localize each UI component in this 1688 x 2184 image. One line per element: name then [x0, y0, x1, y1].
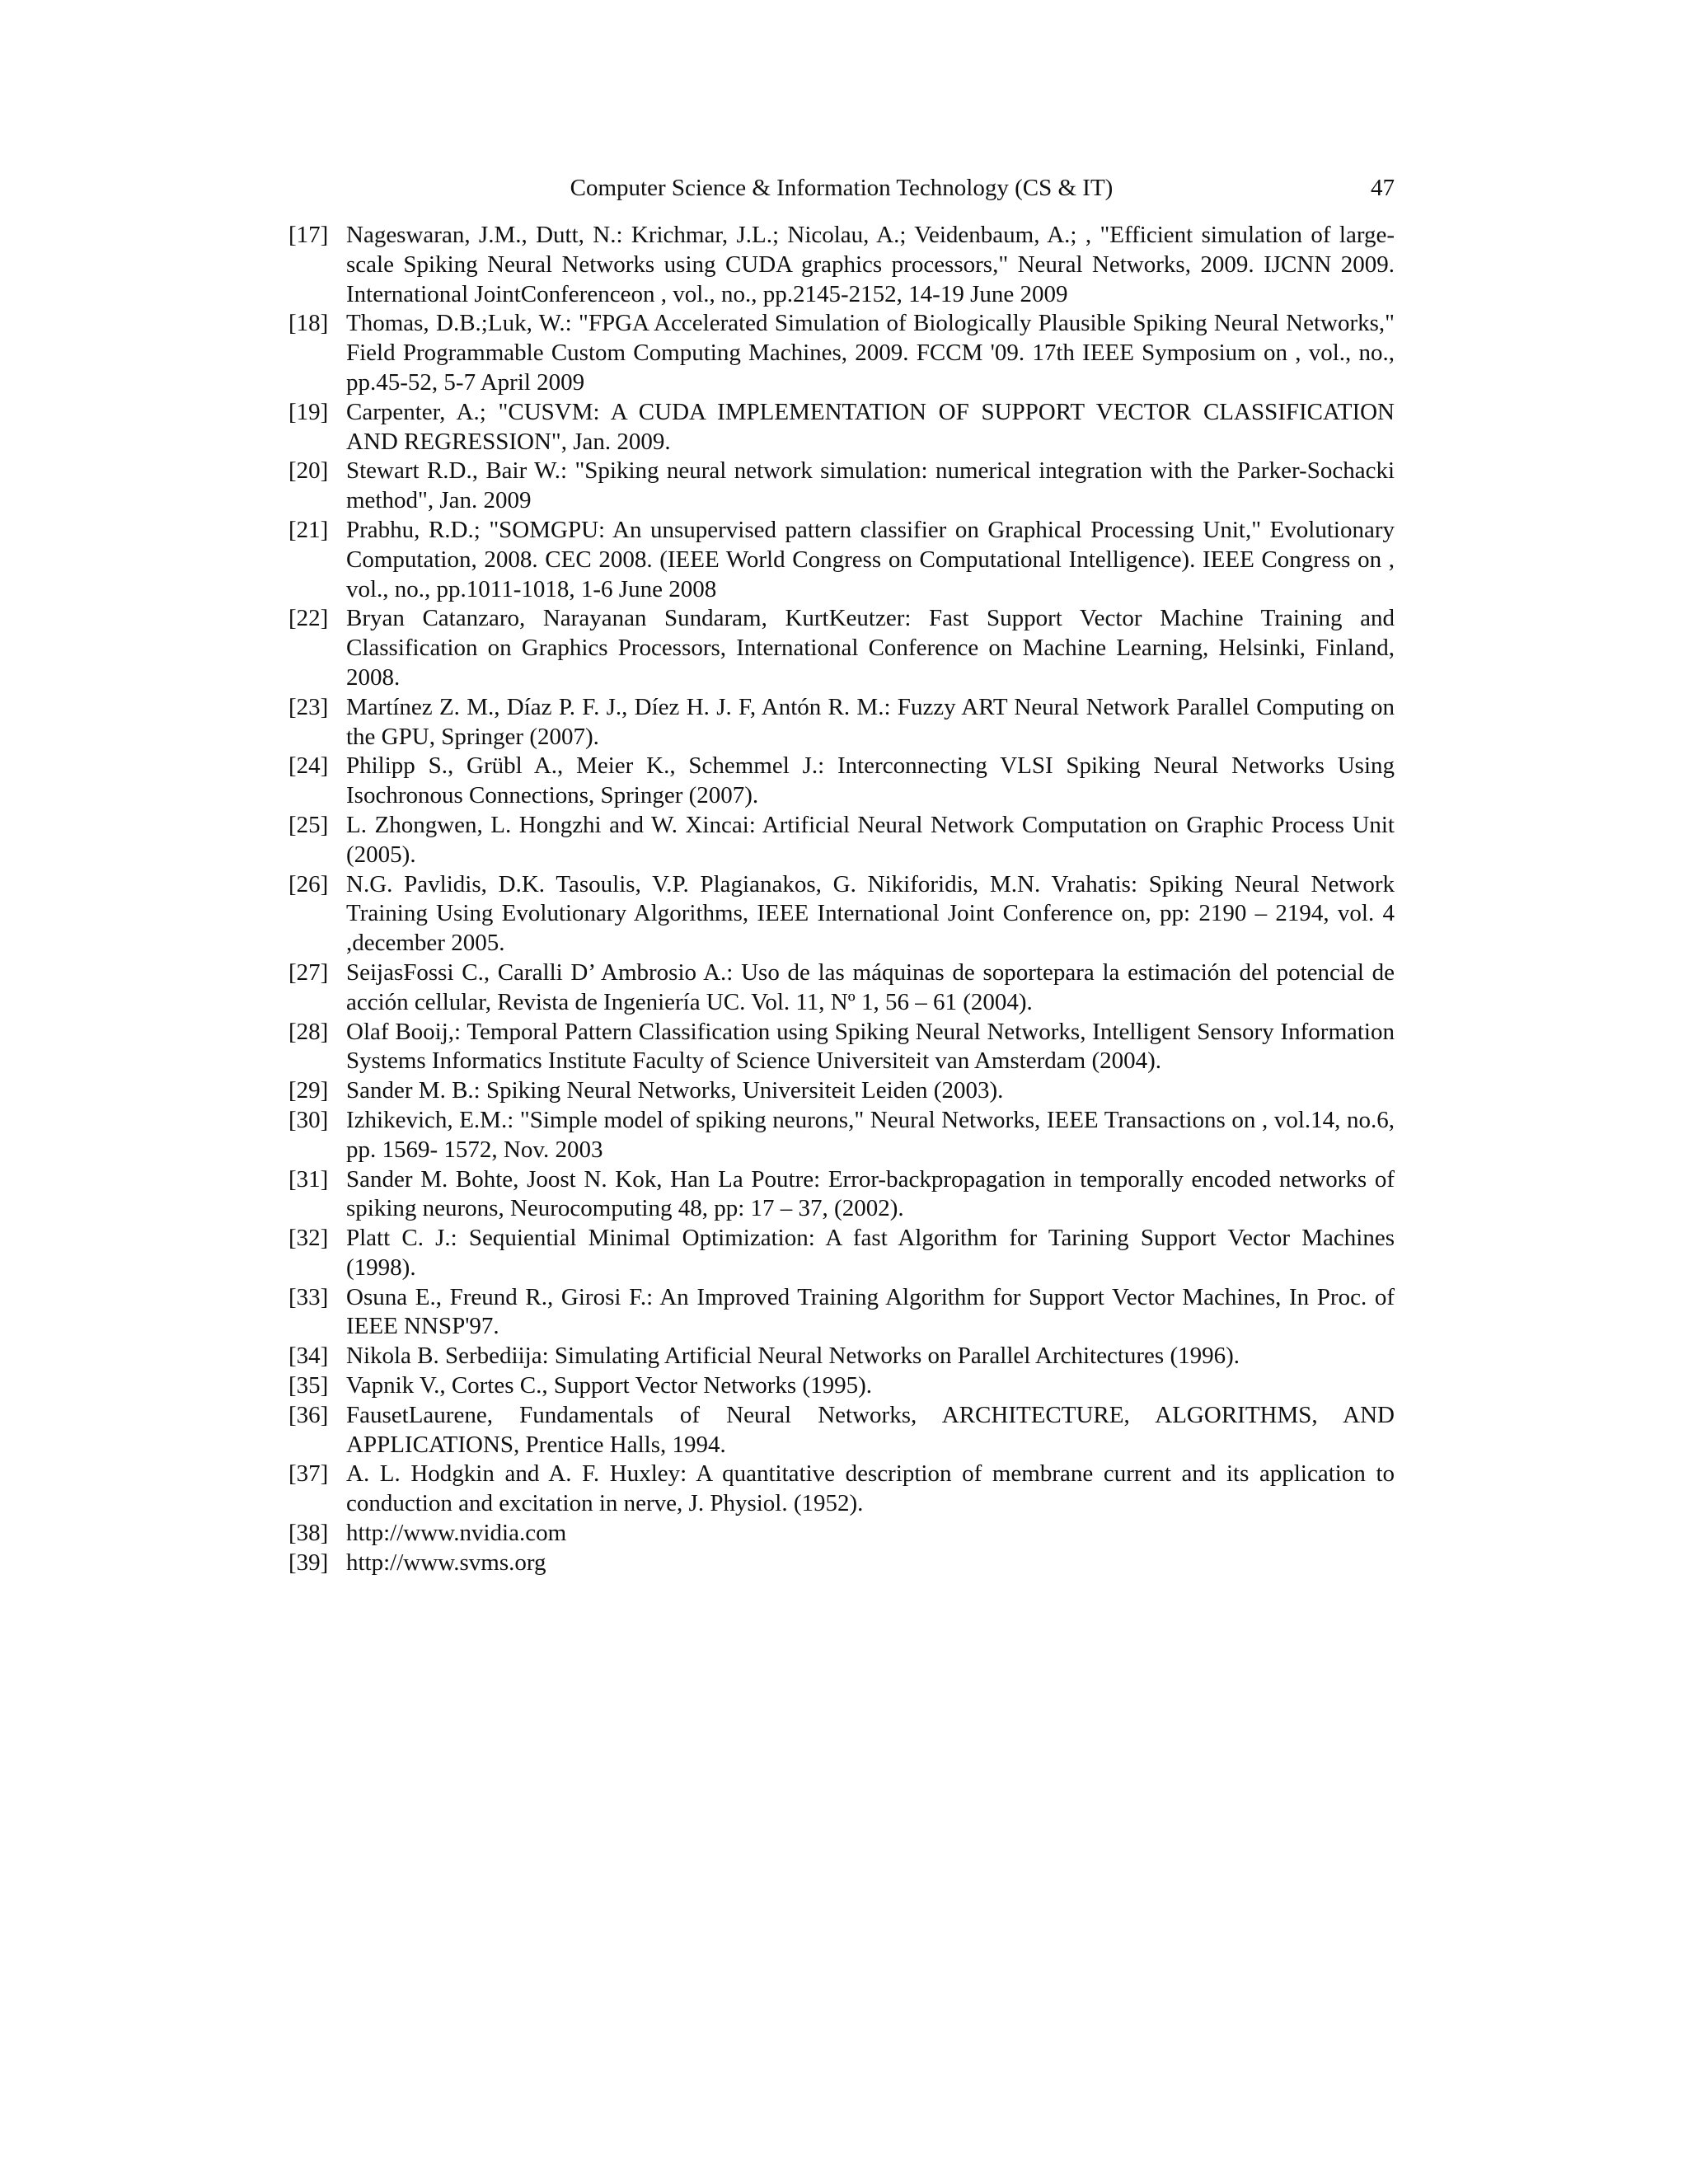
reference-number: [29]: [288, 1077, 329, 1104]
reference-text: Carpenter, A.; "CUSVM: A CUDA IMPLEMENTATION OF SUPPORT VECTOR CLASSIFICATION AND REGRESSION", Jan. 2009.: [346, 398, 1395, 455]
reference-item-34: [288, 1342, 1395, 1371]
reference-number: [21]: [288, 516, 329, 543]
running-header: [288, 168, 1395, 208]
reference-number: [38]: [288, 1520, 329, 1547]
reference-link: http://www.nvidia.com: [346, 1520, 567, 1547]
reference-number: [34]: [288, 1343, 329, 1370]
reference-item-19: [288, 398, 1395, 457]
reference-item-37: [288, 1460, 1395, 1519]
reference-text: Martínez Z. M., Díaz P. F. J., Díez H. J. F, Antón R. M.: Fuzzy ART Neural Network Parallel Computing on the GPU, Springer (2007).: [346, 693, 1395, 750]
reference-text: Stewart R.D., Bair W.: "Spiking neural network simulation: numerical integration with the Parker-Sochacki method", Jan. 2009: [346, 457, 1395, 514]
reference-number: [37]: [288, 1460, 329, 1488]
journal-title: Computer Science & Information Technology (CS & IT): [570, 175, 1114, 201]
reference-text: Platt C. J.: Sequiential Minimal Optimization: A fast Algorithm for Tarining Support Vector Machines (1998).: [346, 1225, 1395, 1281]
reference-item-33: [288, 1283, 1395, 1343]
reference-number: [32]: [288, 1225, 329, 1252]
reference-item-35: [288, 1371, 1395, 1401]
page-number: 47: [1371, 175, 1395, 201]
reference-link: http://www.svms.org: [346, 1549, 546, 1576]
reference-number: [20]: [288, 457, 329, 485]
reference-number: [23]: [288, 693, 329, 720]
reference-item-31: [288, 1165, 1395, 1225]
reference-text: Izhikevich, E.M.: "Simple model of spiking neurons," Neural Networks, IEEE Transactions on , vol.14, no.6, pp. 1569- 1572, Nov. 2003: [346, 1106, 1395, 1163]
reference-text: Thomas, D.B.;Luk, W.: "FPGA Accelerated Simulation of Biologically Plausible Spiking Neural Networks," Field Programmable Custom Computing Machines, 2009. FCCM '09. 17th IEEE Symposium on , vol., no., pp.45-52, 5-7 April 2009: [346, 310, 1395, 396]
reference-text: Nageswaran, J.M., Dutt, N.: Krichmar, J.L.; Nicolau, A.; Veidenbaum, A.; , "Efficient simulation of large-scale Spiking Neural Networks using CUDA graphics processors," Neural Networks, 2009. IJCNN 2009. International JointConferenceon , vol., no., pp.2145-2152, 14-19 June 2009: [346, 222, 1395, 307]
reference-list: [288, 221, 1395, 1578]
reference-item-39: [288, 1549, 1395, 1578]
reference-item-18: [288, 309, 1395, 397]
reference-text: FausetLaurene, Fundamentals of Neural Networks, ARCHITECTURE, ALGORITHMS, AND APPLICATIONS, Prentice Halls, 1994.: [346, 1401, 1395, 1458]
reference-number: [27]: [288, 958, 329, 986]
reference-number: [17]: [288, 222, 329, 248]
reference-item-32: [288, 1224, 1395, 1283]
reference-item-17: [288, 221, 1395, 309]
reference-text: Sander M. Bohte, Joost N. Kok, Han La Poutre: Error-backpropagation in temporally encoded networks of spiking neurons, Neurocomputing 48, pp: 17 – 37, (2002).: [346, 1165, 1395, 1222]
reference-number: [19]: [288, 398, 329, 425]
reference-text: SeijasFossi C., Caralli D’ Ambrosio A.: Uso de las máquinas de soportepara la estimación del potencial de acción cellular, Revista de Ingeniería UC. Vol. 11, Nº 1, 56 – 61 (2004).: [346, 958, 1395, 1015]
reference-item-38: [288, 1519, 1395, 1549]
reference-number: [25]: [288, 811, 329, 838]
reference-item-27: [288, 958, 1395, 1018]
reference-item-24: [288, 752, 1395, 811]
reference-item-20: [288, 457, 1395, 516]
reference-text: Olaf Booij,: Temporal Pattern Classification using Spiking Neural Networks, Intelligent Sensory Information Systems Informatics Institute Faculty of Science Universiteit van Amsterdam (2004).: [346, 1018, 1395, 1075]
reference-item-28: [288, 1018, 1395, 1077]
reference-text: L. Zhongwen, L. Hongzhi and W. Xincai: Artificial Neural Network Computation on Graphic Process Unit (2005).: [346, 811, 1395, 868]
reference-item-21: [288, 516, 1395, 604]
reference-text: Nikola B. Serbediija: Simulating Artificial Neural Networks on Parallel Architectures (1996).: [346, 1343, 1240, 1370]
reference-item-30: [288, 1106, 1395, 1165]
reference-text: Bryan Catanzaro, Narayanan Sundaram, KurtKeutzer: Fast Support Vector Machine Training and Classification on Graphics Processors, International Conference on Machine Learning, Helsinki, Finland, 2008.: [346, 605, 1395, 691]
reference-number: [22]: [288, 605, 329, 632]
reference-text: A. L. Hodgkin and A. F. Huxley: A quantitative description of membrane current and its application to conduction and excitation in nerve, J. Physiol. (1952).: [346, 1460, 1395, 1517]
reference-text: Philipp S., Grübl A., Meier K., Schemmel J.: Interconnecting VLSI Spiking Neural Networks Using Isochronous Connections, Springer (2007).: [346, 752, 1395, 809]
reference-number: [18]: [288, 310, 329, 337]
reference-item-22: [288, 604, 1395, 692]
reference-item-25: [288, 811, 1395, 870]
reference-text: Prabhu, R.D.; "SOMGPU: An unsupervised pattern classifier on Graphical Processing Unit," Evolutionary Computation, 2008. CEC 2008. (IEEE World Congress on Computational Intelligence). IEEE Congress on , vol., no., pp.1011-1018, 1-6 June 2008: [346, 516, 1395, 602]
reference-number: [36]: [288, 1401, 329, 1428]
reference-text: N.G. Pavlidis, D.K. Tasoulis, V.P. Plagianakos, G. Nikiforidis, M.N. Vrahatis: Spiking Neural Network Training Using Evolutionary Algorithms, IEEE International Joint Conference on, pp: 2190 – 2194, vol. 4 ,december 2005.: [346, 870, 1395, 957]
reference-item-36: [288, 1401, 1395, 1460]
reference-number: [24]: [288, 752, 329, 780]
reference-number: [28]: [288, 1018, 329, 1045]
reference-text: Sander M. B.: Spiking Neural Networks, Universiteit Leiden (2003).: [346, 1077, 1004, 1104]
reference-number: [31]: [288, 1165, 329, 1193]
reference-number: [30]: [288, 1106, 329, 1133]
reference-text: Osuna E., Freund R., Girosi F.: An Improved Training Algorithm for Support Vector Machines, In Proc. of IEEE NNSP'97.: [346, 1283, 1395, 1340]
reference-number: [26]: [288, 870, 329, 898]
reference-number: [33]: [288, 1283, 329, 1310]
reference-item-23: [288, 693, 1395, 752]
reference-text: Vapnik V., Cortes C., Support Vector Networks (1995).: [346, 1372, 872, 1399]
reference-item-26: [288, 870, 1395, 958]
reference-item-29: [288, 1076, 1395, 1106]
reference-number: [39]: [288, 1549, 329, 1576]
reference-number: [35]: [288, 1372, 329, 1399]
